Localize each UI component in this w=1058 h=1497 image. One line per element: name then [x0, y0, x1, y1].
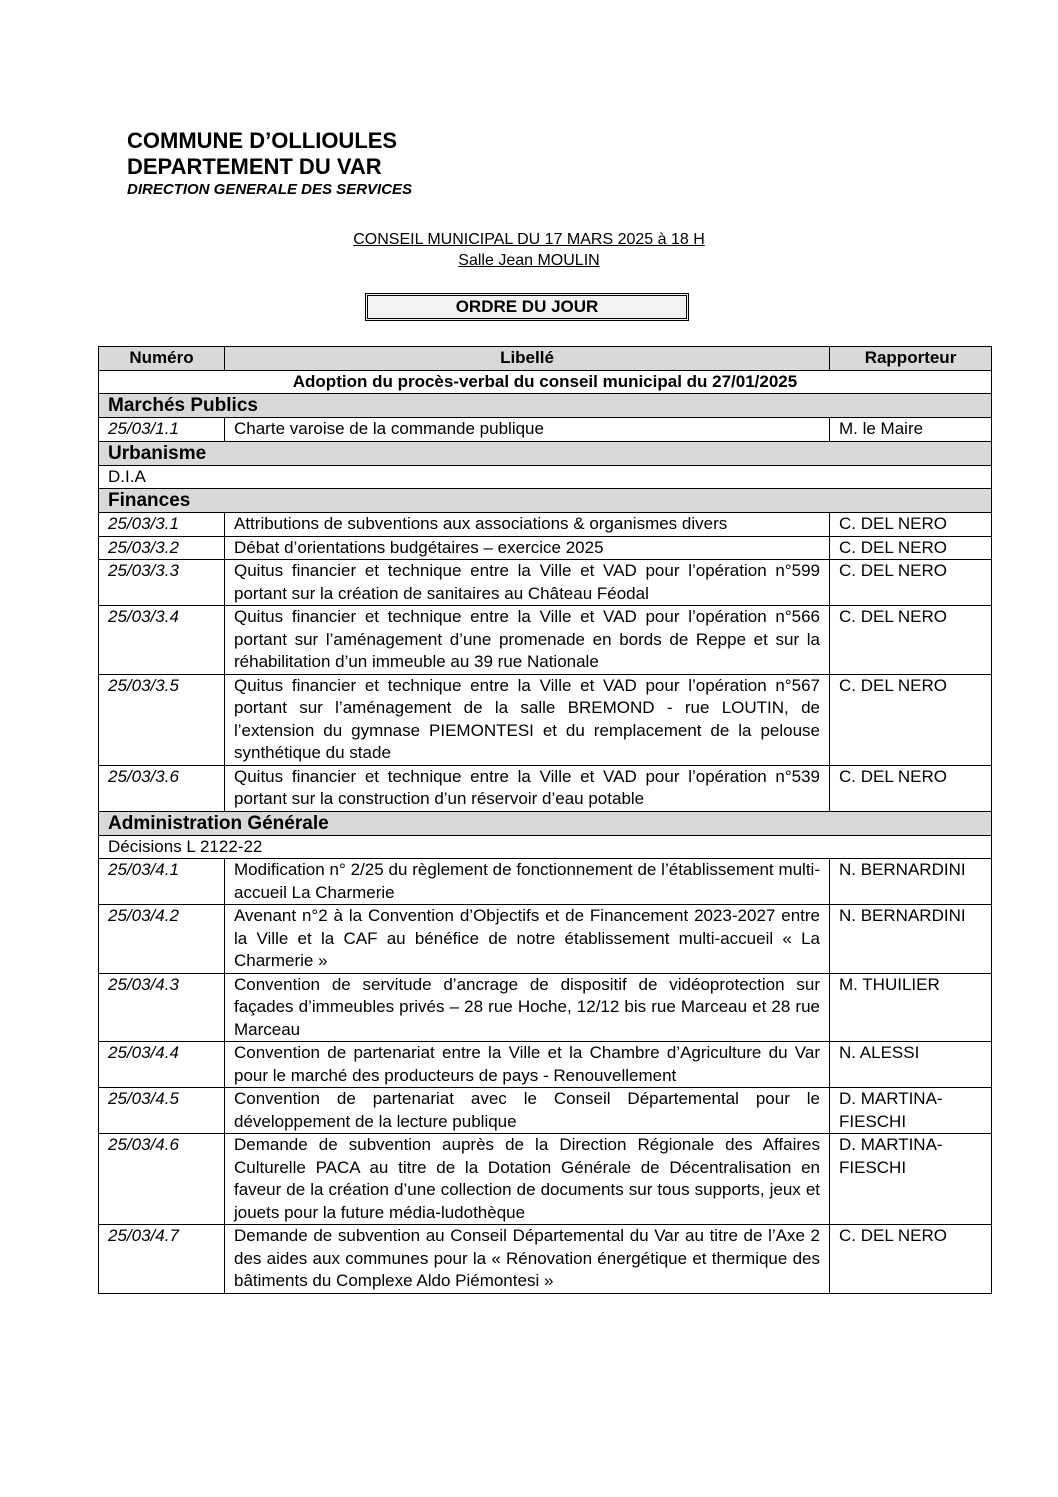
item-libelle: Demande de subvention au Conseil Départemental du Var au titre de l’Axe 2 des aides aux communes pour la « Rénovation énergétique et thermique des bâtiments du Complexe Aldo Piémontesi » [225, 1225, 830, 1294]
item-number: 25/03/1.1 [99, 418, 225, 442]
section-note: D.I.A [99, 465, 992, 489]
table-row [99, 1088, 992, 1134]
item-rapporteur: D. MARTINA-FIESCHI [830, 1088, 992, 1134]
section-row [99, 489, 992, 513]
section-title: Administration Générale [99, 811, 992, 835]
header-rapporteur: Rapporteur [830, 347, 992, 371]
section-note-row [99, 465, 992, 489]
item-rapporteur: C. DEL NERO [830, 560, 992, 606]
item-rapporteur: N. BERNARDINI [830, 859, 992, 905]
item-libelle: Charte varoise de la commande publique [225, 418, 830, 442]
table-row [99, 1042, 992, 1088]
table-row [99, 560, 992, 606]
item-number: 25/03/3.3 [99, 560, 225, 606]
item-libelle: Quitus financier et technique entre la Ville et VAD pour l’opération n°567 portant sur l’aménagement de la salle BREMOND - rue LOUTIN, de l’extension du gymnase PIEMONTESI et du remplacement de la pelouse synthétique du stade [225, 674, 830, 765]
table-row [99, 418, 992, 442]
table-row [99, 859, 992, 905]
adoption-row [99, 370, 992, 394]
item-libelle: Convention de servitude d’ancrage de dispositif de vidéoprotection sur façades d’immeubles privés – 28 rue Hoche, 12/12 bis rue Marceau et 28 rue Marceau [225, 973, 830, 1042]
agenda-table [98, 346, 992, 1294]
section-title: Marchés Publics [99, 394, 992, 418]
item-rapporteur: M. le Maire [830, 418, 992, 442]
item-libelle: Convention de partenariat entre la Ville et la Chambre d’Agriculture du Var pour le marché des producteurs de pays - Renouvellement [225, 1042, 830, 1088]
item-number: 25/03/4.4 [99, 1042, 225, 1088]
item-number: 25/03/4.7 [99, 1225, 225, 1294]
table-row [99, 1225, 992, 1294]
item-rapporteur: N. ALESSI [830, 1042, 992, 1088]
item-number: 25/03/4.6 [99, 1134, 225, 1225]
item-rapporteur: M. THUILIER [830, 973, 992, 1042]
item-rapporteur: C. DEL NERO [830, 1225, 992, 1294]
item-number: 25/03/4.3 [99, 973, 225, 1042]
header-libelle: Libellé [225, 347, 830, 371]
item-number: 25/03/4.2 [99, 905, 225, 974]
item-number: 25/03/3.6 [99, 765, 225, 811]
section-note-row [99, 835, 992, 859]
table-row [99, 536, 992, 560]
item-rapporteur: C. DEL NERO [830, 536, 992, 560]
item-libelle: Débat d’orientations budgétaires – exercice 2025 [225, 536, 830, 560]
table-header-row [99, 347, 992, 371]
item-libelle: Avenant n°2 à la Convention d’Objectifs et de Financement 2023-2027 entre la Ville et la CAF au bénéfice de notre établissement multi-accueil « La Charmerie » [225, 905, 830, 974]
item-libelle: Quitus financier et technique entre la Ville et VAD pour l’opération n°599 portant sur la création de sanitaires au Château Féodal [225, 560, 830, 606]
item-rapporteur: C. DEL NERO [830, 513, 992, 537]
section-row [99, 441, 992, 465]
document-header [127, 128, 412, 200]
meeting-location: Salle Jean MOULIN [458, 252, 600, 269]
table-row [99, 513, 992, 537]
section-title: Finances [99, 489, 992, 513]
section-row [99, 811, 992, 835]
item-number: 25/03/3.1 [99, 513, 225, 537]
meeting-info [0, 229, 1058, 271]
table-row [99, 606, 992, 675]
item-libelle: Convention de partenariat avec le Conseil Départemental pour le développement de la lecture publique [225, 1088, 830, 1134]
item-libelle: Quitus financier et technique entre la Ville et VAD pour l’opération n°566 portant sur l’aménagement d’une promenade en bords de Reppe et sur la réhabilitation d’un immeuble au 39 rue Nationale [225, 606, 830, 675]
section-title: Urbanisme [99, 441, 992, 465]
item-libelle: Modification n° 2/25 du règlement de fonctionnement de l’établissement multi-accueil La Charmerie [225, 859, 830, 905]
meeting-title: CONSEIL MUNICIPAL DU 17 MARS 2025 à 18 H [353, 231, 705, 248]
table-row [99, 1134, 992, 1225]
table-row [99, 674, 992, 765]
item-number: 25/03/3.2 [99, 536, 225, 560]
item-libelle: Demande de subvention auprès de la Direction Régionale des Affaires Culturelle PACA au titre de la Dotation Générale de Décentralisation en faveur de la création d’une collection de documents sur tous supports, jeux et jouets pour la future média-ludothèque [225, 1134, 830, 1225]
item-number: 25/03/3.5 [99, 674, 225, 765]
ordre-du-jour-title: ORDRE DU JOUR [365, 293, 689, 321]
table-row [99, 905, 992, 974]
direction-name: DIRECTION GENERALE DES SERVICES [127, 181, 413, 198]
item-number: 25/03/3.4 [99, 606, 225, 675]
item-libelle: Attributions de subventions aux associations & organismes divers [225, 513, 830, 537]
section-row [99, 394, 992, 418]
section-note: Décisions L 2122-22 [99, 835, 992, 859]
agenda-body [99, 370, 992, 1293]
header-numero: Numéro [99, 347, 225, 371]
item-rapporteur: D. MARTINA-FIESCHI [830, 1134, 992, 1225]
item-rapporteur: C. DEL NERO [830, 674, 992, 765]
item-rapporteur: C. DEL NERO [830, 606, 992, 675]
item-libelle: Quitus financier et technique entre la Ville et VAD pour l’opération n°539 portant sur la construction d’un réservoir d’eau potable [225, 765, 830, 811]
commune-name: COMMUNE D’OLLIOULES [127, 128, 398, 153]
item-number: 25/03/4.5 [99, 1088, 225, 1134]
item-rapporteur: C. DEL NERO [830, 765, 992, 811]
item-rapporteur: N. BERNARDINI [830, 905, 992, 974]
adoption-text: Adoption du procès-verbal du conseil municipal du 27/01/2025 [99, 370, 992, 394]
table-row [99, 765, 992, 811]
departement-name: DEPARTEMENT DU VAR [127, 154, 382, 179]
item-number: 25/03/4.1 [99, 859, 225, 905]
table-row [99, 973, 992, 1042]
